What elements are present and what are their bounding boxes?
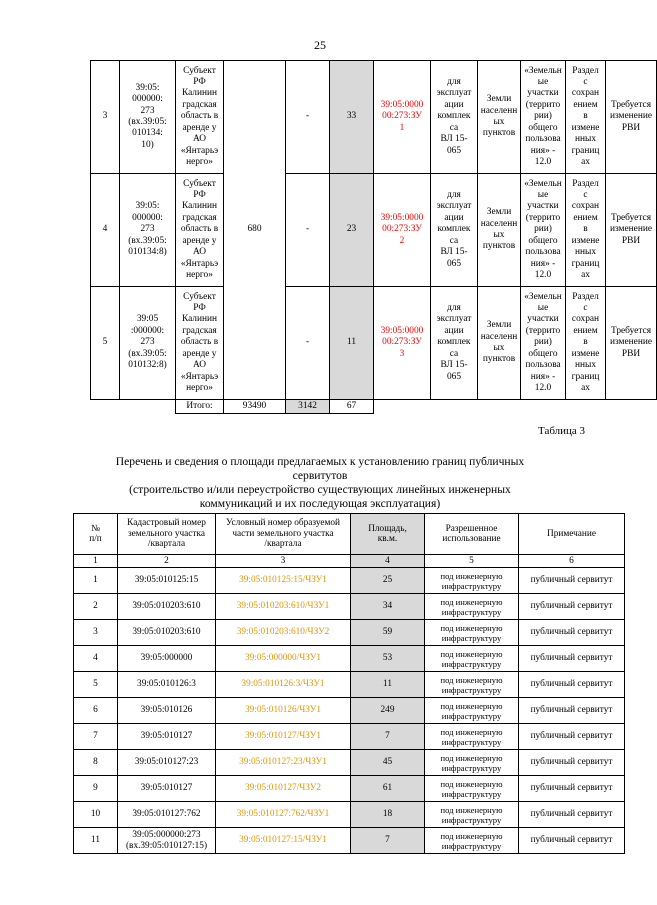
area: 45: [351, 750, 425, 776]
conditional-number: 39:05:0000 00:273:ЗУ 1: [374, 61, 431, 174]
land-category: Земли населенн ых пунктов: [478, 174, 521, 287]
permitted-use: под инженерную инфраструктуру: [425, 724, 519, 750]
row-number: 11: [74, 828, 118, 854]
table-caption: Таблица 3: [538, 425, 586, 437]
column-header: Разрешенное использование: [425, 514, 519, 555]
column-number: 5: [425, 555, 519, 568]
row-number: 8: [74, 750, 118, 776]
permitted-use: под инженерную инфраструктуру: [425, 750, 519, 776]
area: 11: [330, 287, 374, 400]
permitted-use: под инженерную инфраструктуру: [425, 698, 519, 724]
table-row: [74, 620, 625, 646]
title-line-2: сервитутов: [292, 469, 348, 482]
conditional-number: 39:05:0000 00:273:ЗУ 2: [374, 174, 431, 287]
title-line-1: Перечень и сведения о площади предлагаемых к установлению границ публичных: [115, 455, 525, 468]
table-row: [91, 61, 657, 174]
area: 25: [351, 568, 425, 594]
column-number-row: [74, 555, 625, 568]
permitted-use: «Земельн ые участки (террито рии) общего пользова ния» - 12.0: [521, 174, 566, 287]
conditional-number: 39:05:010203:610/ЧЗУ1: [216, 594, 351, 620]
note: публичный сервитут: [519, 568, 625, 594]
table3-title: [80, 455, 560, 511]
permitted-use: под инженерную инфраструктуру: [425, 568, 519, 594]
area: 249: [351, 698, 425, 724]
column-header: Условный номер образуемой части земельного участка /квартала: [216, 514, 351, 555]
cadastral-number: 39:05:010127: [118, 724, 216, 750]
section: Раздел с сохран ением в измене нных границ ах: [566, 61, 606, 174]
conditional-number: 39:05:010203:610/ЧЗУ2: [216, 620, 351, 646]
column-header: Кадастровый номер земельного участка /квартала: [118, 514, 216, 555]
table-row: [74, 594, 625, 620]
note: публичный сервитут: [519, 802, 625, 828]
note: публичный сервитут: [519, 828, 625, 854]
dash-cell: -: [286, 61, 330, 174]
table-row: [74, 698, 625, 724]
area: 59: [351, 620, 425, 646]
note: публичный сервитут: [519, 776, 625, 802]
total-area-1: 93490: [224, 400, 286, 414]
row-number: 6: [74, 698, 118, 724]
row-number: 9: [74, 776, 118, 802]
note: публичный сервитут: [519, 594, 625, 620]
conditional-number: 39:05:010127:23/ЧЗУ1: [216, 750, 351, 776]
total-area-3: 67: [330, 400, 374, 414]
cadastral-number: 39:05:010127:23: [118, 750, 216, 776]
column-header: № п/п: [74, 514, 118, 555]
area: 11: [351, 672, 425, 698]
dash-cell: -: [286, 287, 330, 400]
conditional-number: 39:05:010127/ЧЗУ2: [216, 776, 351, 802]
permitted-use: «Земельн ые участки (террито рии) общего пользова ния» - 12.0: [521, 287, 566, 400]
note: Требуется изменение РВИ: [606, 61, 657, 174]
area: 34: [351, 594, 425, 620]
area: 18: [351, 802, 425, 828]
owner: Субъект РФ Калинин градская область в аренде у АО «Янтарьэ нерго»: [176, 287, 224, 400]
permitted-use: под инженерную инфраструктуру: [425, 828, 519, 854]
cadastral-number: 39:05:010127: [118, 776, 216, 802]
cadastral-number: 39:05:010203:610: [118, 594, 216, 620]
conditional-number: 39:05:010127:15/ЧЗУ1: [216, 828, 351, 854]
note: публичный сервитут: [519, 724, 625, 750]
permitted-use: под инженерную инфраструктуру: [425, 776, 519, 802]
owner: Субъект РФ Калинин градская область в аренде у АО «Янтарьэ нерго»: [176, 174, 224, 287]
column-number: 6: [519, 555, 625, 568]
column-number: 3: [216, 555, 351, 568]
dash-cell: -: [286, 174, 330, 287]
note: публичный сервитут: [519, 698, 625, 724]
permitted-use: под инженерную инфраструктуру: [425, 594, 519, 620]
total-area: 680: [224, 61, 286, 400]
cadastral-number: 39:05:010126: [118, 698, 216, 724]
column-header: Площадь, кв.м.: [351, 514, 425, 555]
cadastral-number: 39:05:000000:273 (вх.39:05:010127:15): [118, 828, 216, 854]
permitted-use: под инженерную инфраструктуру: [425, 620, 519, 646]
owner: Субъект РФ Калинин градская область в аренде у АО «Янтарьэ нерго»: [176, 61, 224, 174]
area: 33: [330, 61, 374, 174]
row-number: 2: [74, 594, 118, 620]
column-number: 2: [118, 555, 216, 568]
note: Требуется изменение РВИ: [606, 287, 657, 400]
cadastral-number: 39:05: 000000: 273 (вх.39:05: 010134:8): [120, 174, 176, 287]
table-row: [74, 750, 625, 776]
land-category: Земли населенн ых пунктов: [478, 287, 521, 400]
title-line-3: (строительство и/или переустройство существующих линейных инженерных: [129, 483, 511, 496]
cadastral-number: 39:05:000000: [118, 646, 216, 672]
total-row: [91, 400, 657, 414]
row-number: 4: [74, 646, 118, 672]
conditional-number: 39:05:010126:3/ЧЗУ1: [216, 672, 351, 698]
land-category: Земли населенн ых пунктов: [478, 61, 521, 174]
table-row: [74, 828, 625, 854]
area: 7: [351, 724, 425, 750]
column-header: Примечание: [519, 514, 625, 555]
conditional-number: 39:05:010127/ЧЗУ1: [216, 724, 351, 750]
permitted-use: под инженерную инфраструктуру: [425, 672, 519, 698]
table-row: [74, 724, 625, 750]
note: публичный сервитут: [519, 672, 625, 698]
row-number: 5: [74, 672, 118, 698]
purpose: для эксплуат ации комплек са ВЛ 15- 065: [431, 287, 478, 400]
purpose: для эксплуат ации комплек са ВЛ 15- 065: [431, 61, 478, 174]
area: 23: [330, 174, 374, 287]
row-number: 10: [74, 802, 118, 828]
note: Требуется изменение РВИ: [606, 174, 657, 287]
area: 53: [351, 646, 425, 672]
title-line-4: коммуникаций и их последующая эксплуатация): [199, 497, 441, 510]
row-number: 4: [91, 174, 120, 287]
column-number: 1: [74, 555, 118, 568]
servitude-table: [73, 513, 625, 854]
conditional-number: 39:05:010125:15/ЧЗУ1: [216, 568, 351, 594]
area: 7: [351, 828, 425, 854]
conditional-number: 39:05:010127:762/ЧЗУ1: [216, 802, 351, 828]
permitted-use: под инженерную инфраструктуру: [425, 802, 519, 828]
note: публичный сервитут: [519, 646, 625, 672]
cadastral-number: 39:05 :000000: 273 (вх.39:05: 010132:8): [120, 287, 176, 400]
top-table: [90, 60, 657, 414]
section: Раздел с сохран ением в измене нных границ ах: [566, 174, 606, 287]
table-row: [74, 568, 625, 594]
permitted-use: «Земельн ые участки (террито рии) общего пользова ния» - 12.0: [521, 61, 566, 174]
table-row: [74, 776, 625, 802]
row-number: 5: [91, 287, 120, 400]
conditional-number: 39:05:010126/ЧЗУ1: [216, 698, 351, 724]
cadastral-number: 39:05:010127:762: [118, 802, 216, 828]
total-label: Итого:: [176, 400, 224, 414]
table-row: [74, 672, 625, 698]
page-number: 25: [314, 38, 326, 52]
permitted-use: под инженерную инфраструктуру: [425, 646, 519, 672]
row-number: 3: [91, 61, 120, 174]
row-number: 7: [74, 724, 118, 750]
row-number: 3: [74, 620, 118, 646]
purpose: для эксплуат ации комплек са ВЛ 15- 065: [431, 174, 478, 287]
header-row: [74, 514, 625, 555]
note: публичный сервитут: [519, 620, 625, 646]
cadastral-number: 39:05:010125:15: [118, 568, 216, 594]
cadastral-number: 39:05:010203:610: [118, 620, 216, 646]
area: 61: [351, 776, 425, 802]
cadastral-number: 39:05: 000000: 273 (вх.39:05: 010134: 10): [120, 61, 176, 174]
cadastral-number: 39:05:010126:3: [118, 672, 216, 698]
note: публичный сервитут: [519, 750, 625, 776]
table-row: [74, 802, 625, 828]
conditional-number: 39:05:0000 00:273:ЗУ 3: [374, 287, 431, 400]
row-number: 1: [74, 568, 118, 594]
table-row: [91, 287, 657, 400]
section: Раздел с сохран ением в измене нных границ ах: [566, 287, 606, 400]
table-row: [74, 646, 625, 672]
table-row: [91, 174, 657, 287]
conditional-number: 39:05:000000/ЧЗУ1: [216, 646, 351, 672]
column-number: 4: [351, 555, 425, 568]
total-area-2: 3142: [286, 400, 330, 414]
